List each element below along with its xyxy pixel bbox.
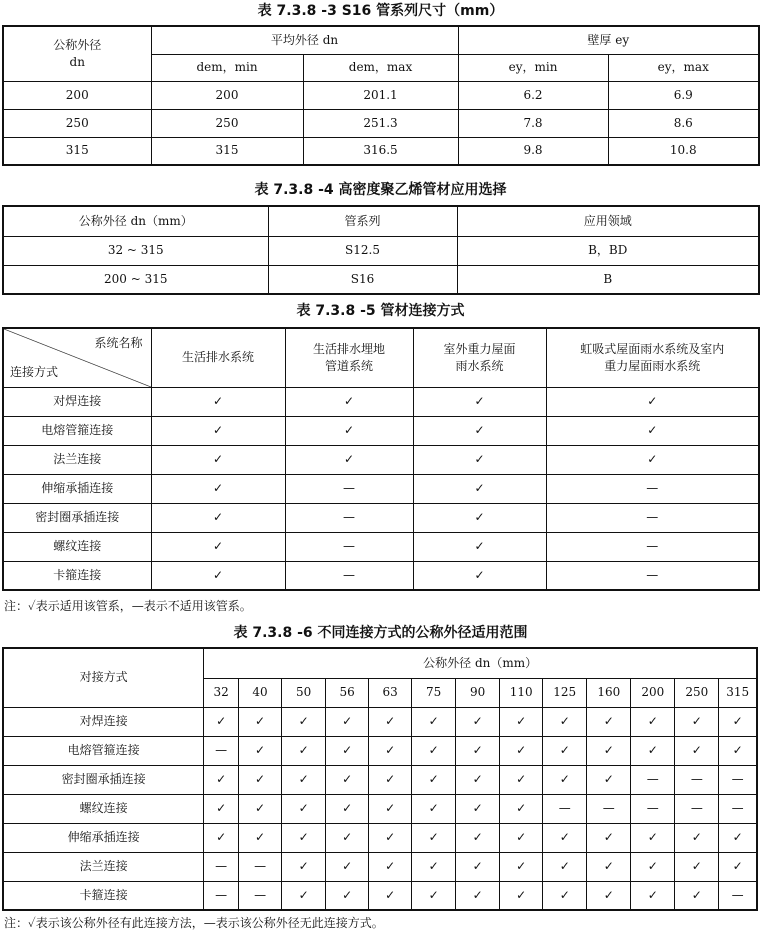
table-row: [3, 137, 759, 165]
cell: —: [285, 532, 413, 561]
cell: ✓: [326, 823, 369, 852]
cell: ✓: [326, 881, 369, 910]
cell: ✓: [500, 881, 543, 910]
header-dn-line2: dn: [69, 54, 85, 69]
table-5: [2, 327, 760, 591]
table-6-size-header: 40: [239, 678, 282, 707]
cell: ✓: [719, 736, 757, 765]
row-label: 卡箍连接: [3, 881, 204, 910]
table-5-header: [413, 328, 546, 387]
cell: 200: [3, 81, 151, 109]
cell: 9.8: [458, 137, 608, 165]
table-row: [3, 81, 759, 109]
cell: —: [285, 503, 413, 532]
table-row: [3, 236, 759, 265]
table-6-size-header: 32: [204, 678, 239, 707]
cell: ✓: [500, 823, 543, 852]
row-label: 卡箍连接: [3, 561, 151, 590]
row-label: 电熔管箍连接: [3, 736, 204, 765]
cell: ✓: [412, 881, 456, 910]
cell: ✓: [204, 765, 239, 794]
table-6-size-header: 56: [326, 678, 369, 707]
table-3-subheader: ey，max: [608, 54, 759, 81]
cell: ✓: [412, 765, 456, 794]
cell: ✓: [151, 416, 285, 445]
cell: —: [675, 794, 719, 823]
cell: 250: [3, 109, 151, 137]
table-row: [3, 532, 759, 561]
table-row: [3, 445, 759, 474]
cell: ✓: [204, 823, 239, 852]
cell: ✓: [369, 881, 412, 910]
cell: 6.2: [458, 81, 608, 109]
cell: S16: [268, 265, 457, 294]
cell: —: [543, 794, 587, 823]
table-3-header-avg: 平均外径 dn: [151, 26, 458, 54]
cell: ✓: [413, 532, 546, 561]
table-row: [3, 823, 757, 852]
table-3-subheader: ey，min: [458, 54, 608, 81]
cell: —: [546, 561, 759, 590]
cell: ✓: [500, 736, 543, 765]
cell: ✓: [151, 387, 285, 416]
cell: ✓: [413, 387, 546, 416]
cell: ✓: [239, 765, 282, 794]
cell: ✓: [413, 474, 546, 503]
row-label: 对焊连接: [3, 707, 204, 736]
row-label: 法兰连接: [3, 852, 204, 881]
table-3-subheader: dem，min: [151, 54, 303, 81]
table-4-header: 公称外径 dn（mm）: [3, 206, 268, 236]
cell: ✓: [282, 765, 326, 794]
table-row: [3, 561, 759, 590]
cell: ✓: [456, 823, 500, 852]
cell: ✓: [456, 736, 500, 765]
cell: 315: [3, 137, 151, 165]
cell: ✓: [587, 707, 631, 736]
table-3-title: 表 7.3.8 -3 S16 管系列尺寸（mm）: [257, 3, 504, 19]
cell: —: [587, 794, 631, 823]
cell: ✓: [204, 794, 239, 823]
table-6-header-dn: 公称外径 dn（mm）: [204, 648, 757, 678]
table-6-size-header: 250: [675, 678, 719, 707]
cell: ✓: [413, 416, 546, 445]
header-dn-line1: 公称外径: [53, 37, 102, 52]
cell: ✓: [587, 736, 631, 765]
cell: 6.9: [608, 81, 759, 109]
cell: 32 ~ 315: [3, 236, 268, 265]
table-6: [2, 647, 758, 911]
cell: ✓: [412, 823, 456, 852]
cell: ✓: [239, 736, 282, 765]
cell: ✓: [282, 736, 326, 765]
row-label: 螺纹连接: [3, 532, 151, 561]
cell: —: [631, 765, 675, 794]
table-3-header-wall: 壁厚 ey: [458, 26, 759, 54]
cell: ✓: [282, 852, 326, 881]
table-row: [3, 387, 759, 416]
cell: ✓: [369, 765, 412, 794]
table-5-header: [285, 328, 413, 387]
row-label: 电熔管箍连接: [3, 416, 151, 445]
cell: ✓: [369, 794, 412, 823]
cell: 316.5: [303, 137, 458, 165]
cell: ✓: [369, 823, 412, 852]
table-6-size-header: 315: [719, 678, 757, 707]
cell: ✓: [587, 852, 631, 881]
cell: ✓: [326, 736, 369, 765]
cell: ✓: [500, 765, 543, 794]
table-4-header: 应用领域: [457, 206, 759, 236]
cell: ✓: [587, 881, 631, 910]
cell: ✓: [543, 823, 587, 852]
cell: ✓: [282, 707, 326, 736]
table-6-header-method: 对接方式: [3, 648, 204, 707]
cell: ✓: [456, 707, 500, 736]
table-row: [3, 765, 757, 794]
cell: ✓: [412, 736, 456, 765]
cell: ✓: [239, 707, 282, 736]
table-3-header-dn: [3, 26, 151, 81]
header-line: 生活排水埋地: [312, 341, 385, 356]
table-row: [3, 503, 759, 532]
table-6-size-header: 50: [282, 678, 326, 707]
table-5-diagonal-header: [3, 328, 151, 387]
cell: —: [546, 503, 759, 532]
row-label: 伸缩承插连接: [3, 823, 204, 852]
cell: 315: [151, 137, 303, 165]
cell: —: [631, 794, 675, 823]
cell: ✓: [675, 707, 719, 736]
table-row: [3, 474, 759, 503]
cell: ✓: [239, 823, 282, 852]
table-6-size-header: 160: [587, 678, 631, 707]
table-5-note: 注：✓表示适用该管系，—表示不适用该管系。: [4, 599, 252, 613]
cell: ✓: [412, 852, 456, 881]
cell: —: [204, 881, 239, 910]
cell: ✓: [543, 852, 587, 881]
cell: —: [239, 852, 282, 881]
cell: —: [546, 532, 759, 561]
header-line: 管道系统: [324, 358, 373, 373]
cell: ✓: [500, 707, 543, 736]
cell: —: [285, 474, 413, 503]
cell: ✓: [413, 445, 546, 474]
cell: 201.1: [303, 81, 458, 109]
cell: —: [204, 852, 239, 881]
table-row: [3, 852, 757, 881]
table-3-subheader: dem，max: [303, 54, 458, 81]
row-label: 螺纹连接: [3, 794, 204, 823]
table-6-size-header: 200: [631, 678, 675, 707]
cell: ✓: [239, 794, 282, 823]
cell: ✓: [631, 736, 675, 765]
cell: 200: [151, 81, 303, 109]
cell: S12.5: [268, 236, 457, 265]
cell: B，BD: [457, 236, 759, 265]
table-4-title: 表 7.3.8 -4 高密度聚乙烯管材应用选择: [254, 182, 507, 198]
header-line: 重力屋面雨水系统: [604, 358, 701, 373]
table-4: [2, 205, 760, 295]
cell: ✓: [326, 765, 369, 794]
cell: ✓: [285, 416, 413, 445]
table-5-header: 生活排水系统: [151, 328, 285, 387]
cell: 200 ~ 315: [3, 265, 268, 294]
cell: —: [239, 881, 282, 910]
table-5-title: 表 7.3.8 -5 管材连接方式: [296, 303, 465, 319]
cell: ✓: [456, 852, 500, 881]
cell: ✓: [326, 794, 369, 823]
table-6-size-header: 75: [412, 678, 456, 707]
table-row: [3, 109, 759, 137]
cell: 7.8: [458, 109, 608, 137]
cell: ✓: [369, 707, 412, 736]
row-label: 密封圈承插连接: [3, 765, 204, 794]
table-row: [3, 736, 757, 765]
cell: ✓: [412, 707, 456, 736]
cell: ✓: [719, 707, 757, 736]
cell: ✓: [456, 881, 500, 910]
cell: —: [719, 794, 757, 823]
cell: ✓: [413, 561, 546, 590]
row-label: 伸缩承插连接: [3, 474, 151, 503]
cell: ✓: [326, 707, 369, 736]
table-5-header: [546, 328, 759, 387]
cell: ✓: [151, 503, 285, 532]
cell: ✓: [631, 707, 675, 736]
header-line: 虹吸式屋面雨水系统及室内: [580, 341, 725, 356]
table-6-title: 表 7.3.8 -6 不同连接方式的公称外径适用范围: [233, 625, 528, 641]
cell: ✓: [675, 881, 719, 910]
header-line: 雨水系统: [455, 358, 504, 373]
cell: 8.6: [608, 109, 759, 137]
header-line: 室外重力屋面: [443, 341, 516, 356]
cell: B: [457, 265, 759, 294]
cell: 250: [151, 109, 303, 137]
cell: ✓: [369, 852, 412, 881]
cell: ✓: [631, 852, 675, 881]
cell: ✓: [631, 881, 675, 910]
cell: ✓: [719, 823, 757, 852]
cell: ✓: [285, 387, 413, 416]
cell: ✓: [546, 445, 759, 474]
table-3: [2, 25, 760, 166]
cell: ✓: [543, 736, 587, 765]
cell: 251.3: [303, 109, 458, 137]
table-6-size-header: 63: [369, 678, 412, 707]
cell: ✓: [675, 736, 719, 765]
cell: ✓: [546, 387, 759, 416]
cell: ✓: [282, 881, 326, 910]
cell: ✓: [151, 474, 285, 503]
cell: 10.8: [608, 137, 759, 165]
table-6-note: 注：✓表示该公称外径有此连接方法，—表示该公称外径无此连接方式。: [4, 916, 384, 930]
table-row: [3, 881, 757, 910]
cell: ✓: [543, 881, 587, 910]
cell: ✓: [413, 503, 546, 532]
cell: —: [546, 474, 759, 503]
cell: ✓: [151, 532, 285, 561]
cell: ✓: [412, 794, 456, 823]
row-label: 法兰连接: [3, 445, 151, 474]
cell: ✓: [675, 852, 719, 881]
cell: ✓: [151, 445, 285, 474]
row-label: 密封圈承插连接: [3, 503, 151, 532]
row-label: 对焊连接: [3, 387, 151, 416]
cell: ✓: [587, 765, 631, 794]
table-6-size-header: 90: [456, 678, 500, 707]
cell: ✓: [282, 823, 326, 852]
cell: —: [675, 765, 719, 794]
cell: ✓: [326, 852, 369, 881]
cell: ✓: [456, 765, 500, 794]
cell: —: [719, 881, 757, 910]
cell: ✓: [285, 445, 413, 474]
table-row: [3, 416, 759, 445]
cell: ✓: [719, 852, 757, 881]
cell: ✓: [369, 736, 412, 765]
table-row: [3, 794, 757, 823]
table-6-size-header: 110: [500, 678, 543, 707]
cell: —: [719, 765, 757, 794]
cell: ✓: [631, 823, 675, 852]
cell: ✓: [500, 794, 543, 823]
cell: ✓: [543, 707, 587, 736]
cell: ✓: [282, 794, 326, 823]
cell: ✓: [675, 823, 719, 852]
diag-bottom-label: 连接方式: [10, 364, 59, 379]
cell: ✓: [587, 823, 631, 852]
table-row: [3, 707, 757, 736]
diag-top-label: 系统名称: [94, 336, 143, 350]
table-4-header: 管系列: [268, 206, 457, 236]
cell: ✓: [546, 416, 759, 445]
cell: ✓: [500, 852, 543, 881]
cell: ✓: [456, 794, 500, 823]
cell: —: [285, 561, 413, 590]
cell: ✓: [543, 765, 587, 794]
cell: —: [204, 736, 239, 765]
cell: ✓: [151, 561, 285, 590]
cell: ✓: [204, 707, 239, 736]
table-6-size-header: 125: [543, 678, 587, 707]
table-row: [3, 265, 759, 294]
